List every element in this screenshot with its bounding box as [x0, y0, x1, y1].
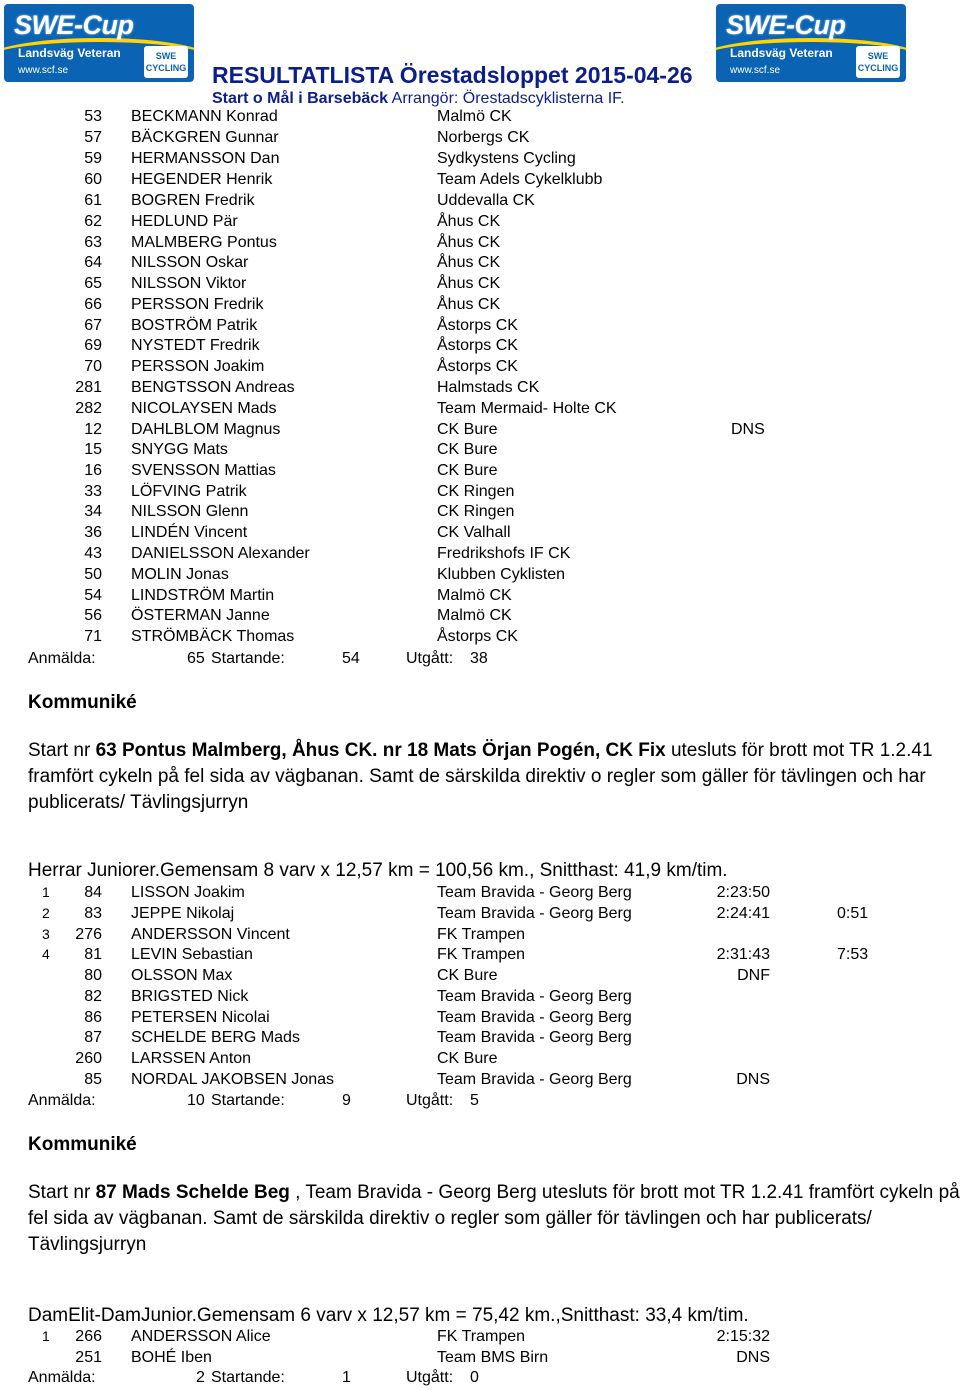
- table-row: [0, 317, 960, 337]
- start-number: 65: [84, 275, 102, 292]
- start-number: 61: [84, 192, 102, 209]
- finish-time: 2:23:50: [716, 884, 770, 901]
- start-number: 82: [84, 988, 102, 1005]
- club-name: Klubben Cyklisten: [437, 566, 566, 583]
- start-number: 69: [84, 337, 102, 354]
- club-name: CK Ringen: [437, 503, 515, 520]
- club-name: CK Bure: [437, 421, 498, 438]
- finish-time: DNS: [736, 1071, 770, 1088]
- table-row: [0, 108, 960, 128]
- club-name: FK Trampen: [437, 926, 526, 943]
- club-name: Malmö CK: [437, 108, 512, 125]
- table-row: [0, 421, 960, 441]
- rider-name: BENGTSSON Andreas: [131, 379, 295, 396]
- starters-label: Startande:: [211, 650, 285, 667]
- subtitle-organizer: Arrangör: Örestadscyklisterna IF.: [391, 90, 625, 107]
- kommunike-bold-run: 87 Mads Schelde Beg: [95, 1182, 290, 1203]
- start-number: 15: [84, 441, 102, 458]
- rider-name: LEVIN Sebastian: [131, 946, 253, 963]
- table-row: [0, 545, 960, 565]
- club-name: CK Bure: [437, 462, 498, 479]
- dropped-count: 38: [470, 650, 488, 667]
- finish-time: DNF: [737, 967, 770, 984]
- club-name: Team Bravida - Georg Berg: [437, 905, 632, 922]
- rider-name: LINDSTRÖM Martin: [131, 587, 275, 604]
- start-number: 67: [84, 317, 102, 334]
- rider-name: MOLIN Jonas: [131, 566, 229, 583]
- club-name: CK Valhall: [437, 524, 511, 541]
- registered-count: 2: [196, 1369, 205, 1386]
- rider-name: DANIELSSON Alexander: [131, 545, 310, 562]
- start-number: 53: [84, 108, 102, 125]
- start-number: 34: [84, 503, 102, 520]
- club-name: Åstorps CK: [437, 628, 518, 645]
- table-row: [0, 441, 960, 461]
- club-name: Team Bravida - Georg Berg: [437, 1071, 632, 1088]
- registered-label: Anmälda:: [28, 650, 96, 667]
- rider-name: MALMBERG Pontus: [131, 234, 277, 251]
- table-row: [0, 967, 960, 987]
- rider-name: NICOLAYSEN Mads: [131, 400, 277, 417]
- club-name: CK Bure: [437, 441, 498, 458]
- status: DNS: [731, 421, 765, 438]
- start-number: 70: [84, 358, 102, 375]
- start-number: 251: [75, 1349, 102, 1366]
- start-number: 54: [84, 587, 102, 604]
- club-name: FK Trampen: [437, 946, 526, 963]
- club-name: Team BMS Birn: [437, 1349, 549, 1366]
- club-name: FK Trampen: [437, 1328, 526, 1345]
- kommunike-text-run: Start nr: [28, 740, 96, 761]
- table-row: [0, 129, 960, 149]
- rider-name: BOGREN Fredrik: [131, 192, 255, 209]
- rider-name: LARSSEN Anton: [131, 1050, 252, 1067]
- table-row: [0, 483, 960, 503]
- start-number: 64: [84, 254, 102, 271]
- placement: 4: [42, 946, 50, 962]
- table-row: [0, 234, 960, 254]
- table-row: [0, 337, 960, 357]
- kommunike-text-run: Start nr: [28, 1182, 96, 1203]
- rider-name: NILSSON Viktor: [131, 275, 247, 292]
- swe-cup-logo-left: [4, 4, 194, 82]
- summary-row: [0, 650, 960, 670]
- placement: 3: [42, 926, 50, 942]
- rider-name: PETERSEN Nicolai: [131, 1009, 270, 1026]
- rider-name: LINDÉN Vincent: [131, 524, 248, 541]
- club-name: Uddevalla CK: [437, 192, 535, 209]
- logo-url: www.scf.se: [730, 65, 781, 76]
- table-row: [0, 1009, 960, 1029]
- logo-url: www.scf.se: [18, 65, 69, 76]
- time-gap: 0:51: [837, 905, 869, 922]
- start-number: 50: [84, 566, 102, 583]
- registered-count: 65: [187, 650, 205, 667]
- logo-subtitle: Landsväg Veteran: [730, 46, 833, 60]
- rider-name: SVENSSON Mattias: [131, 462, 276, 479]
- rider-name: ANDERSSON Vincent: [131, 926, 290, 943]
- table-row: [0, 988, 960, 1008]
- dropped-label: Utgått:: [406, 1092, 454, 1109]
- placement: 2: [42, 905, 50, 921]
- table-row: [0, 150, 960, 170]
- table-row: [0, 379, 960, 399]
- start-number: 87: [84, 1029, 102, 1046]
- dropped-label: Utgått:: [406, 1369, 454, 1386]
- start-number: 33: [84, 483, 102, 500]
- table-row: [0, 358, 960, 378]
- start-number: 56: [84, 607, 102, 624]
- rider-name: NILSSON Oskar: [131, 254, 249, 271]
- starters-count: 54: [342, 650, 360, 667]
- table-row: [0, 628, 960, 648]
- rider-name: HEGENDER Henrik: [131, 171, 273, 188]
- rider-name: BECKMANN Konrad: [131, 108, 278, 125]
- kommunike-text-run: utesluts för brott mot TR 1.2.41 framfört cykeln på fel sida av vägbanan. Samt de särskilda direktiv o regler som gäller för tävlingen och har publicerats/ Tävlingsjurryn: [28, 740, 933, 813]
- start-number: 266: [75, 1328, 102, 1345]
- start-number: 16: [84, 462, 102, 479]
- start-number: 85: [84, 1071, 102, 1088]
- starters-label: Startande:: [211, 1092, 285, 1109]
- rider-name: HEDLUND Pär: [131, 213, 238, 230]
- club-name: Team Adels Cykelklubb: [437, 171, 603, 188]
- finish-time: 2:31:43: [716, 946, 770, 963]
- summary-row: [0, 1092, 960, 1112]
- rider-name: NYSTEDT Fredrik: [131, 337, 260, 354]
- kommunike-bold-run: 63 Pontus Malmberg, Åhus CK. nr 18 Mats Örjan Pogén, CK Fix: [95, 740, 666, 761]
- table-row: [0, 1029, 960, 1049]
- start-number: 36: [84, 524, 102, 541]
- club-name: Åhus CK: [437, 275, 501, 292]
- rider-name: STRÖMBÄCK Thomas: [131, 628, 295, 645]
- start-number: 60: [84, 171, 102, 188]
- rider-name: OLSSON Max: [131, 967, 233, 984]
- table-row: [0, 905, 960, 925]
- table-row: [0, 503, 960, 523]
- club-name: Åhus CK: [437, 254, 501, 271]
- club-name: Malmö CK: [437, 607, 512, 624]
- logo-title: SWE-Cup: [726, 10, 846, 40]
- time-gap: 7:53: [837, 946, 869, 963]
- club-name: Team Bravida - Georg Berg: [437, 988, 632, 1005]
- kommunike-text-2: [28, 1180, 960, 1258]
- table-row: [0, 400, 960, 420]
- rider-name: NORDAL JAKOBSEN Jonas: [131, 1071, 335, 1088]
- kommunike-text-1: [28, 738, 960, 816]
- finish-time: 2:24:41: [716, 905, 770, 922]
- start-number: 84: [84, 884, 102, 901]
- start-number: 276: [75, 926, 102, 943]
- table-row: [0, 926, 960, 946]
- race-title-damelit-damjunior: DamElit-DamJunior.Gemensam 6 varv x 12,57 km = 75,42 km.,Snitthast: 33,4 km/tim.: [28, 1305, 749, 1326]
- rider-name: SNYGG Mats: [131, 441, 228, 458]
- club-name: CK Bure: [437, 967, 498, 984]
- race-title-herrar-juniorer: Herrar Juniorer.Gemensam 8 varv x 12,57 km = 100,56 km., Snitthast: 41,9 km/tim.: [28, 860, 728, 881]
- table-row: [0, 462, 960, 482]
- table-row: [0, 524, 960, 544]
- logo-title: SWE-Cup: [14, 10, 134, 40]
- table-row: [0, 192, 960, 212]
- rider-name: HERMANSSON Dan: [131, 150, 280, 167]
- placement: 1: [42, 884, 50, 900]
- rider-name: BOSTRÖM Patrik: [131, 317, 258, 334]
- table-row: [0, 884, 960, 904]
- table-row: [0, 1349, 960, 1369]
- summary-row: [0, 1369, 960, 1389]
- rider-name: SCHELDE BERG Mads: [131, 1029, 300, 1046]
- club-name: Malmö CK: [437, 587, 512, 604]
- rider-name: BÄCKGREN Gunnar: [131, 129, 279, 146]
- rider-name: JEPPE Nikolaj: [131, 905, 235, 922]
- placement: 1: [42, 1328, 50, 1344]
- kommunike-text-run: , Team Bravida - Georg Berg utesluts för brott mot TR 1.2.41 framfört cykeln på fel sida av vägbanan. Samt de särskilda direktiv o regler som gäller för tävlingen och har publicerats/ Tävlingsjurryn: [28, 1182, 960, 1255]
- kommunike-heading-2: Kommuniké: [28, 1134, 137, 1155]
- registered-label: Anmälda:: [28, 1092, 96, 1109]
- page-subtitle: [212, 90, 625, 108]
- finish-time: DNS: [736, 1349, 770, 1366]
- table-row: [0, 566, 960, 586]
- subtitle-start-finish: Start o Mål i Barsebäck: [212, 90, 389, 107]
- rider-name: ANDERSSON Alice: [131, 1328, 271, 1345]
- club-name: Åhus CK: [437, 234, 501, 251]
- start-number: 81: [84, 946, 102, 963]
- club-name: Sydkystens Cycling: [437, 150, 576, 167]
- table-row: [0, 213, 960, 233]
- club-name: Åstorps CK: [437, 337, 518, 354]
- rider-name: NILSSON Glenn: [131, 503, 249, 520]
- club-name: Åstorps CK: [437, 358, 518, 375]
- swe-cup-logo-right: [716, 4, 906, 82]
- start-number: 62: [84, 213, 102, 230]
- start-number: 71: [84, 628, 102, 645]
- start-number: 260: [75, 1050, 102, 1067]
- rider-name: PERSSON Joakim: [131, 358, 265, 375]
- table-row: [0, 1328, 960, 1348]
- start-number: 83: [84, 905, 102, 922]
- club-name: Team Bravida - Georg Berg: [437, 1009, 632, 1026]
- start-number: 59: [84, 150, 102, 167]
- start-number: 43: [84, 545, 102, 562]
- swe-cycling-badge: SWE CYCLING: [856, 46, 900, 78]
- rider-name: PERSSON Fredrik: [131, 296, 264, 313]
- table-row: [0, 275, 960, 295]
- club-name: Team Bravida - Georg Berg: [437, 884, 632, 901]
- table-row: [0, 1071, 960, 1091]
- table-row: [0, 296, 960, 316]
- table-row: [0, 1050, 960, 1070]
- club-name: Halmstads CK: [437, 379, 540, 396]
- starters-count: 9: [342, 1092, 351, 1109]
- dropped-count: 5: [470, 1092, 479, 1109]
- rider-name: ÖSTERMAN Janne: [131, 607, 270, 624]
- start-number: 281: [75, 379, 102, 396]
- dropped-count: 0: [470, 1369, 479, 1386]
- start-number: 57: [84, 129, 102, 146]
- table-row: [0, 607, 960, 627]
- start-number: 63: [84, 234, 102, 251]
- starters-label: Startande:: [211, 1369, 285, 1386]
- page-title: RESULTATLISTA Örestadsloppet 2015-04-26: [212, 62, 693, 88]
- club-name: CK Bure: [437, 1050, 498, 1067]
- table-row: [0, 587, 960, 607]
- rider-name: LÖFVING Patrik: [131, 483, 247, 500]
- rider-name: DAHLBLOM Magnus: [131, 421, 281, 438]
- club-name: Åhus CK: [437, 296, 501, 313]
- swe-cycling-badge: SWE CYCLING: [144, 46, 188, 78]
- rider-name: BRIGSTED Nick: [131, 988, 249, 1005]
- start-number: 86: [84, 1009, 102, 1026]
- start-number: 282: [75, 400, 102, 417]
- start-number: 80: [84, 967, 102, 984]
- club-name: Team Bravida - Georg Berg: [437, 1029, 632, 1046]
- kommunike-heading-1: Kommuniké: [28, 692, 137, 713]
- club-name: Team Mermaid- Holte CK: [437, 400, 617, 417]
- rider-name: BOHÉ Iben: [131, 1349, 212, 1366]
- logo-subtitle: Landsväg Veteran: [18, 46, 121, 60]
- start-number: 12: [84, 421, 102, 438]
- rider-name: LISSON Joakim: [131, 884, 245, 901]
- table-row: [0, 946, 960, 966]
- club-name: Åstorps CK: [437, 317, 518, 334]
- registered-label: Anmälda:: [28, 1369, 96, 1386]
- registered-count: 10: [187, 1092, 205, 1109]
- finish-time: 2:15:32: [716, 1328, 770, 1345]
- table-row: [0, 254, 960, 274]
- starters-count: 1: [342, 1369, 351, 1386]
- club-name: Norbergs CK: [437, 129, 530, 146]
- club-name: CK Ringen: [437, 483, 515, 500]
- table-row: [0, 171, 960, 191]
- dropped-label: Utgått:: [406, 650, 454, 667]
- start-number: 66: [84, 296, 102, 313]
- club-name: Åhus CK: [437, 213, 501, 230]
- club-name: Fredrikshofs IF CK: [437, 545, 571, 562]
